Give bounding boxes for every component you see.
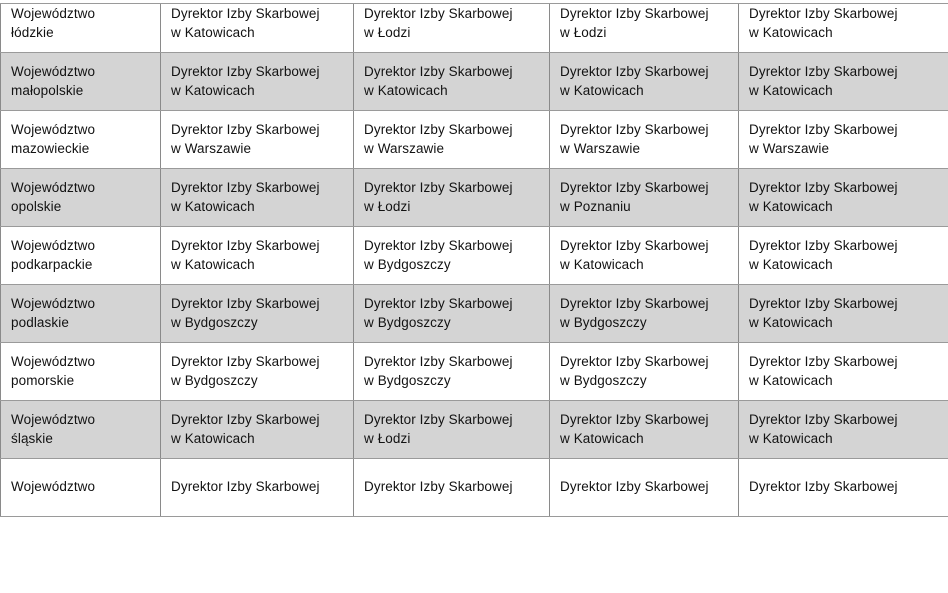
- cell-line-2: w Katowicach: [560, 82, 644, 98]
- cell-line-1: Województwo: [11, 121, 96, 137]
- cell-line-2: w Warszawie: [560, 140, 641, 156]
- cell-line-1: Dyrektor Izby Skarbowej: [171, 479, 320, 495]
- table-cell: [550, 285, 739, 343]
- table-cell-region: [1, 343, 161, 401]
- cell-line-1: Dyrektor Izby Skarbowej: [749, 121, 898, 137]
- table-row: [1, 53, 948, 111]
- table-cell: [161, 169, 354, 227]
- cell-line-1: Dyrektor Izby Skarbowej: [749, 179, 898, 195]
- cell-line-2: łódzkie: [11, 24, 54, 40]
- cell-line-2: w Katowicach: [749, 372, 833, 388]
- cell-line-1: Województwo: [11, 5, 96, 21]
- cell-line-2: w Bydgoszczy: [171, 372, 258, 388]
- cell-line-1: Dyrektor Izby Skarbowej: [560, 295, 709, 311]
- cell-line-1: Dyrektor Izby Skarbowej: [749, 295, 898, 311]
- cell-line-2: małopolskie: [11, 82, 84, 98]
- cell-line-1: Dyrektor Izby Skarbowej: [560, 353, 709, 369]
- table-cell-region: [1, 111, 161, 169]
- cell-line-1: Dyrektor Izby Skarbowej: [364, 179, 513, 195]
- cell-line-2: w Bydgoszczy: [560, 314, 647, 330]
- cell-line-1: Dyrektor Izby Skarbowej: [560, 121, 709, 137]
- cell-line-1: Dyrektor Izby Skarbowej: [749, 353, 898, 369]
- cell-line-2: w Katowicach: [749, 24, 833, 40]
- table-cell: [161, 459, 354, 517]
- cell-line-1: Dyrektor Izby Skarbowej: [171, 63, 320, 79]
- cell-line-1: Dyrektor Izby Skarbowej: [171, 237, 320, 253]
- table-cell: [739, 111, 948, 169]
- table-cell-region: [1, 401, 161, 459]
- table-cell: [354, 227, 550, 285]
- table-cell: [161, 343, 354, 401]
- cell-line-2: mazowieckie: [11, 140, 90, 156]
- cell-line-2: w Katowicach: [364, 82, 448, 98]
- table-cell: [739, 0, 948, 53]
- table-cell-region: [1, 285, 161, 343]
- cell-line-1: Dyrektor Izby Skarbowej: [560, 63, 709, 79]
- cell-line-2: w Katowicach: [560, 256, 644, 272]
- cell-line-2: w Katowicach: [171, 82, 255, 98]
- cell-line-1: Województwo: [11, 237, 96, 253]
- cell-line-2: w Warszawie: [171, 140, 252, 156]
- cell-line-2: w Bydgoszczy: [560, 372, 647, 388]
- cell-line-1: Województwo: [11, 295, 96, 311]
- cell-line-1: Dyrektor Izby Skarbowej: [560, 179, 709, 195]
- cell-line-2: w Katowicach: [171, 198, 255, 214]
- cell-line-2: w Łodzi: [560, 24, 607, 40]
- cell-line-2: opolskie: [11, 198, 62, 214]
- cell-line-1: Dyrektor Izby Skarbowej: [171, 179, 320, 195]
- table-cell: [550, 401, 739, 459]
- table-top-border: [0, 0, 948, 4]
- table-cell: [550, 111, 739, 169]
- table-cell: [354, 111, 550, 169]
- cell-line-2: w Bydgoszczy: [364, 256, 451, 272]
- table-cell-region: [1, 227, 161, 285]
- cell-line-1: Dyrektor Izby Skarbowej: [171, 121, 320, 137]
- cell-line-1: Dyrektor Izby Skarbowej: [749, 237, 898, 253]
- table-cell: [550, 169, 739, 227]
- cell-line-1: Województwo: [11, 353, 96, 369]
- table-cell: [739, 227, 948, 285]
- cell-line-2: w Bydgoszczy: [171, 314, 258, 330]
- cell-line-2: w Katowicach: [749, 314, 833, 330]
- cell-line-2: w Katowicach: [560, 430, 644, 446]
- cell-line-2: w Bydgoszczy: [364, 372, 451, 388]
- table-cell: [161, 111, 354, 169]
- table-cell: [739, 169, 948, 227]
- cell-line-1: Dyrektor Izby Skarbowej: [364, 63, 513, 79]
- table-row: [1, 0, 948, 53]
- table-cell: [739, 53, 948, 111]
- cell-line-1: Dyrektor Izby Skarbowej: [364, 295, 513, 311]
- table-row: [1, 169, 948, 227]
- cell-line-2: podkarpackie: [11, 256, 93, 272]
- table-cell: [550, 227, 739, 285]
- cell-line-2: w Łodzi: [364, 198, 411, 214]
- cell-line-1: Województwo: [11, 63, 96, 79]
- cell-line-1: Dyrektor Izby Skarbowej: [364, 353, 513, 369]
- cell-line-1: Dyrektor Izby Skarbowej: [749, 479, 898, 495]
- cell-line-1: Województwo: [11, 411, 96, 427]
- cell-line-1: Dyrektor Izby Skarbowej: [364, 479, 513, 495]
- table-cell-region: [1, 53, 161, 111]
- table-cell: [550, 0, 739, 53]
- cell-line-2: pomorskie: [11, 372, 75, 388]
- cell-line-2: w Katowicach: [749, 198, 833, 214]
- cell-line-2: w Katowicach: [749, 430, 833, 446]
- cell-line-2: w Katowicach: [171, 430, 255, 446]
- table-cell-region: [1, 459, 161, 517]
- table-cell: [739, 285, 948, 343]
- table-cell: [161, 53, 354, 111]
- cell-line-1: Dyrektor Izby Skarbowej: [749, 63, 898, 79]
- cell-line-1: Dyrektor Izby Skarbowej: [560, 5, 709, 21]
- cell-line-2: podlaskie: [11, 314, 69, 330]
- cell-line-1: Dyrektor Izby Skarbowej: [364, 5, 513, 21]
- table-row: [1, 343, 948, 401]
- cell-line-2: w Katowicach: [171, 24, 255, 40]
- cell-line-2: w Katowicach: [749, 82, 833, 98]
- table-body: [1, 0, 948, 517]
- cell-line-1: Dyrektor Izby Skarbowej: [749, 411, 898, 427]
- cell-line-1: Dyrektor Izby Skarbowej: [560, 237, 709, 253]
- table-cell: [161, 0, 354, 53]
- table-cell: [161, 285, 354, 343]
- cell-line-1: Dyrektor Izby Skarbowej: [364, 237, 513, 253]
- table-row: [1, 401, 948, 459]
- cell-line-2: w Katowicach: [749, 256, 833, 272]
- cell-line-1: Województwo: [11, 179, 96, 195]
- cell-line-1: Dyrektor Izby Skarbowej: [749, 5, 898, 21]
- table-cell: [739, 401, 948, 459]
- table-row: [1, 111, 948, 169]
- table-cell: [739, 343, 948, 401]
- cell-line-2: w Poznaniu: [560, 198, 631, 214]
- table-row: [1, 285, 948, 343]
- cell-line-1: Dyrektor Izby Skarbowej: [171, 353, 320, 369]
- cell-line-1: Dyrektor Izby Skarbowej: [560, 479, 709, 495]
- table-cell: [161, 401, 354, 459]
- table-cell: [354, 343, 550, 401]
- cell-line-1: Województwo: [11, 479, 96, 495]
- cell-line-2: w Łodzi: [364, 430, 411, 446]
- table-cell: [161, 227, 354, 285]
- cell-line-1: Dyrektor Izby Skarbowej: [364, 411, 513, 427]
- table-cell: [354, 459, 550, 517]
- cell-line-2: w Warszawie: [364, 140, 445, 156]
- cell-line-1: Dyrektor Izby Skarbowej: [560, 411, 709, 427]
- table-cell: [550, 53, 739, 111]
- table-cell: [354, 285, 550, 343]
- table-cell: [739, 459, 948, 517]
- table-cell: [354, 169, 550, 227]
- cell-line-2: śląskie: [11, 430, 53, 446]
- table-cell-region: [1, 169, 161, 227]
- cell-line-1: Dyrektor Izby Skarbowej: [171, 295, 320, 311]
- cell-line-1: Dyrektor Izby Skarbowej: [171, 411, 320, 427]
- table-cell: [354, 53, 550, 111]
- table-cell: [550, 459, 739, 517]
- cell-line-2: w Bydgoszczy: [364, 314, 451, 330]
- table-cell: [354, 401, 550, 459]
- table-cell-region: [1, 0, 161, 53]
- cell-line-1: Dyrektor Izby Skarbowej: [171, 5, 320, 21]
- cell-line-2: w Warszawie: [749, 140, 830, 156]
- cell-line-2: w Katowicach: [171, 256, 255, 272]
- table-row: [1, 459, 948, 517]
- cell-line-1: Dyrektor Izby Skarbowej: [364, 121, 513, 137]
- cell-line-2: w Łodzi: [364, 24, 411, 40]
- table-cell: [354, 0, 550, 53]
- table-row: [1, 227, 948, 285]
- table-cell: [550, 343, 739, 401]
